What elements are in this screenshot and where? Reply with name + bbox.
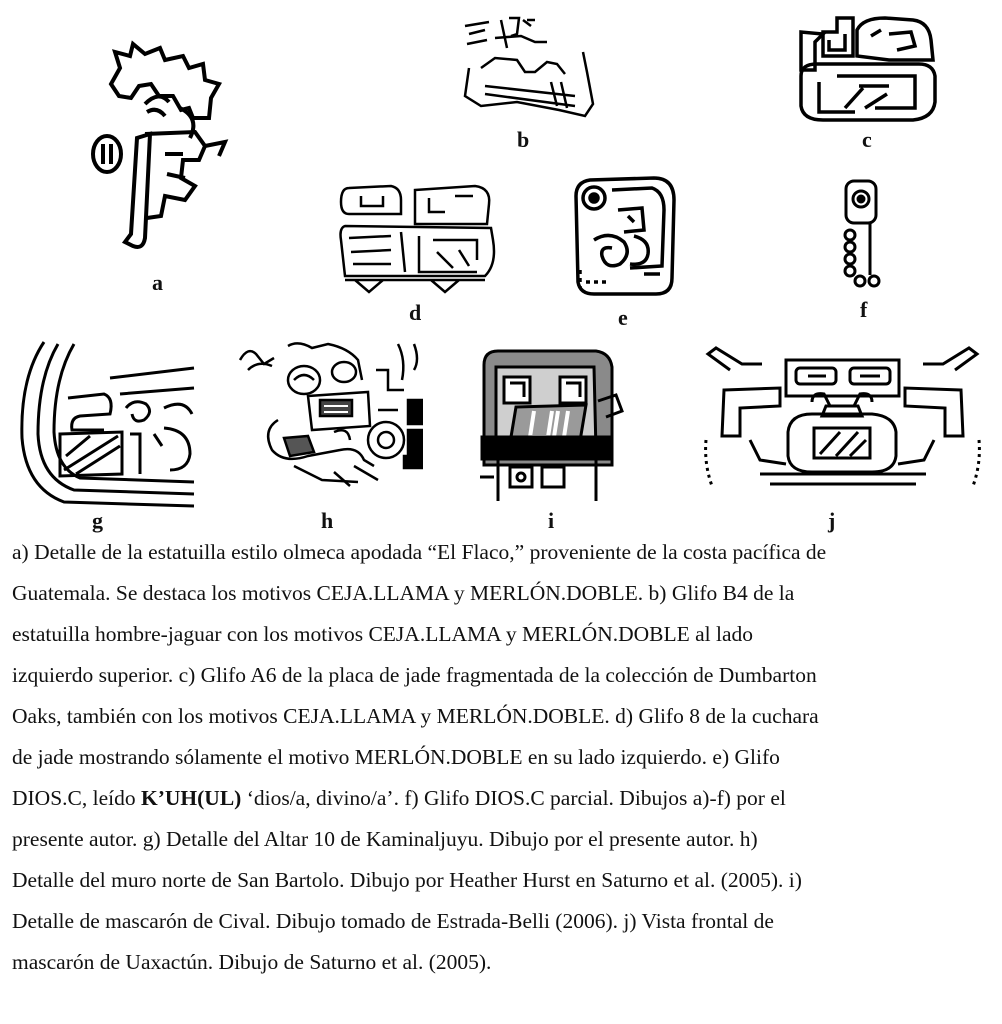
caption-line-9: Detalle del muro norte de San Bartolo. Dibujo por Heather Hurst en Saturno et al. (2005). i): [12, 868, 802, 892]
figure-g-drawing: [14, 338, 199, 508]
figure-h-label: h: [321, 508, 334, 533]
figure-e-label: e: [618, 305, 628, 330]
figure-b-drawing: [455, 12, 605, 122]
caption-line-5: Oaks, también con los motivos CEJA.LLAMA y MERLÓN.DOBLE. d) Glifo 8 de la cuchara: [12, 704, 819, 728]
caption-line-2: Guatemala. Se destaca los motivos CEJA.LLAMA y MERLÓN.DOBLE. b) Glifo B4 de la: [12, 581, 795, 605]
figure-h-drawing: [238, 340, 423, 490]
figure-b-label: b: [517, 127, 530, 152]
caption-line-10: Detalle de mascarón de Cival. Dibujo tomado de Estrada-Belli (2006). j) Vista frontal de: [12, 909, 774, 933]
caption-line-3: estatuilla hombre-jaguar con los motivos CEJA.LLAMA y MERLÓN.DOBLE al lado: [12, 622, 754, 646]
figure-a-drawing: [85, 38, 235, 268]
figure-g-label: g: [92, 508, 103, 533]
figure-j-drawing: [700, 340, 985, 500]
caption-line-7: [12, 778, 994, 819]
figure-i-label: i: [548, 508, 555, 533]
caption-line-7-start: DIOS.C, leído: [12, 786, 141, 810]
figure-i-drawing: [476, 345, 626, 505]
caption-line-7-end: ‘dios/a, divino/a’. f) Glifo DIOS.C parcial. Dibujos a)-f) por el: [241, 786, 786, 810]
figure-caption: [12, 532, 994, 983]
caption-line-11: mascarón de Uaxactún. Dibujo de Saturno et al. (2005).: [12, 950, 492, 974]
figure-f-drawing: [830, 175, 890, 290]
caption-line-8: presente autor. g) Detalle del Altar 10 de Kaminaljuyu. Dibujo por el presente autor. h): [12, 827, 758, 851]
caption-reading-kuhul: K’UH(UL): [141, 786, 242, 810]
figure-a-label: a: [152, 270, 163, 295]
figure-e-drawing: [570, 170, 680, 300]
figure-j-label: j: [828, 508, 836, 533]
figure-f-label: f: [860, 297, 868, 322]
caption-line-1: a) Detalle de la estatuilla estilo olmeca apodada “El Flaco,” proveniente de la costa pacífica de: [12, 540, 827, 564]
figure-d-label: d: [409, 300, 422, 325]
figure-d-drawing: [335, 180, 500, 295]
figure-c-drawing: [793, 12, 943, 122]
figure-c-label: c: [862, 127, 872, 152]
caption-line-4: izquierdo superior. c) Glifo A6 de la placa de jade fragmentada de la colección de Dumbarton: [12, 663, 817, 687]
caption-line-6: de jade mostrando sólamente el motivo MERLÓN.DOBLE en su lado izquierdo. e) Glifo: [12, 745, 780, 769]
